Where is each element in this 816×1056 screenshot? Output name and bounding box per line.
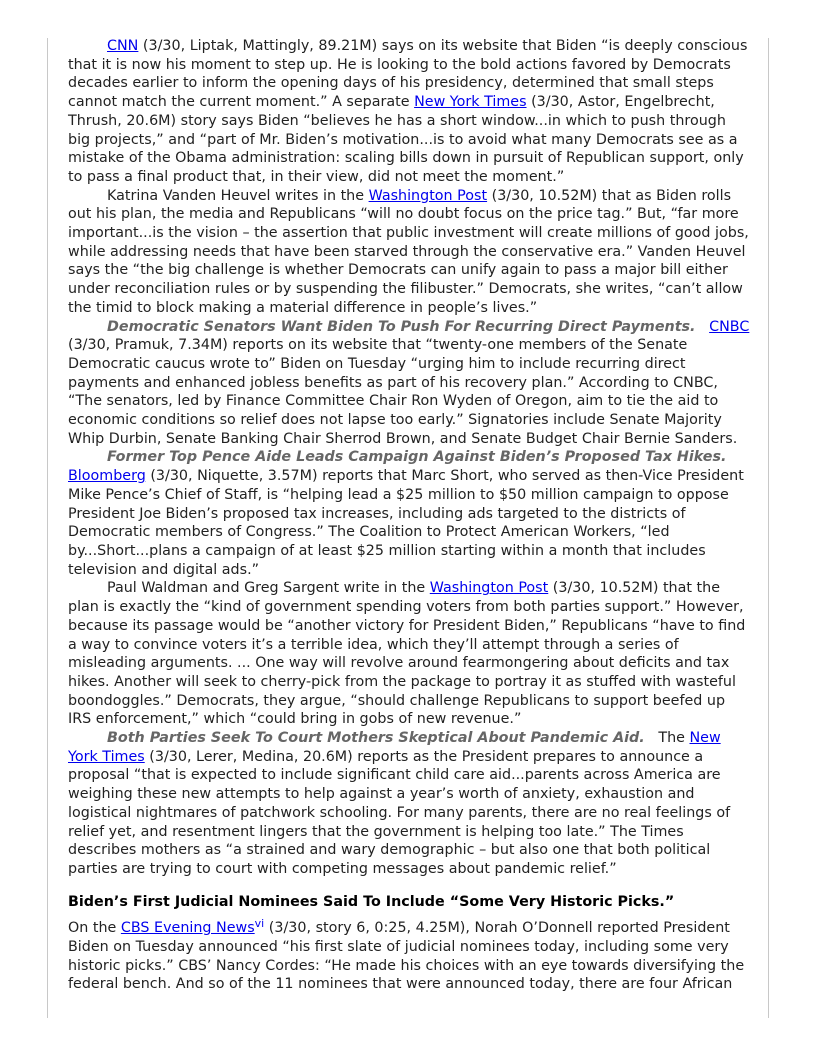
nyt-link[interactable]: New York Times	[68, 730, 721, 765]
paragraph-vanden-heuvel: Katrina Vanden Heuvel writes in the Washington Post (3/30, 10.52M) that as Biden rolls out his plan, the media and Republicans “will no doubt focus on the price tag.” But, “far more important...is the vision – the assertion that public investment will create millions of good jobs, while addressing needs that have been starved through the conservative era.” Vanden Heuvel says the “the big challenge is whether Democrats can unify again to pass a major bill either under reconciliation rules or by suspending the filibuster.” Democrats, she writes, “can’t allow the timid to block making a material difference in people’s lives.”	[68, 187, 749, 316]
paragraph-pence-aide: Former Top Pence Aide Leads Campaign Against Biden’s Proposed Tax Hikes. Bloomberg (3/30, Niquette, 3.57M) reports that Marc Short, who served as then-Vice President Mike Pence’s Chief of Staff, is “helping lead a $25 million to $50 million campaign to oppose President Joe Biden’s proposed tax increases, including ads targeted to the districts of Democratic members of Congress.” The Coalition to Protect American Workers, “led by...Short...plans a campaign of at least $25 million starting within a month that includes television and digital ads.”	[68, 449, 744, 578]
left-margin-rule	[47, 38, 48, 1018]
section-heading: Biden’s First Judicial Nominees Said To Include “Some Very Historic Picks.”	[68, 893, 675, 910]
footnote-marker[interactable]: vi	[254, 917, 265, 931]
story-headline: Democratic Senators Want Biden To Push For Recurring Direct Payments.	[107, 318, 696, 335]
bloomberg-link[interactable]: Bloomberg	[68, 468, 146, 485]
paragraph-judicial-nominees: On the CBS Evening News$^{vi}$ (3/30, story 6, 0:25, 4.25M), Norah O’Donnell reported President Biden on Tuesday announced “his first slate of judicial nominees today, including some very historic picks.” CBS’ Nancy Cordes: “He made his choices with an eye towards diversifying the federal bench. And so of the 11 nominees that were announced today, there are four African	[68, 917, 745, 993]
washington-post-link[interactable]: Washington Post	[429, 580, 549, 597]
cbs-evening-news-link[interactable]: CBS Evening News	[120, 920, 255, 937]
nyt-link[interactable]: New York Times	[414, 94, 527, 111]
paragraph-direct-payments: Democratic Senators Want Biden To Push For Recurring Direct Payments. CNBC (3/30, Pramuk, 7.34M) reports on its website that “twenty-one members of the Senate Democratic caucus wrote to” Biden on Tuesday “urging him to include recurring direct payments and enhanced jobless benefits as part of his recovery plan.” According to CNBC, “The senators, led by Finance Committee Chair Ron Wyden of Oregon, aim to tie the aid to economic conditions so relief does not lapse too early.” Signatories include Senate Majority Whip Durbin, Senate Banking Chair Sherrod Brown, and Senate Budget Chair Bernie Sanders.	[68, 318, 750, 447]
paragraph-cnn: CNN (3/30, Liptak, Mattingly, 89.21M) says on its website that Biden “is deeply conscious that it is now his moment to step up. He is looking to the bold actions favored by Democrats decades earlier to inform the opening days of his presidency, determined that small steps cannot match the current moment.” A separate New York Times (3/30, Astor, Engelbrecht, Thrush, 20.6M) story says Biden “believes he has a short window...in which to push through big projects,” and “part of Mr. Biden’s motivation...is to avoid what many Democrats see as a mistake of the Obama administration: scaling bills down in pursuit of Republican support, only to pass a final product that, in their view, did not meet the moment.”	[68, 38, 748, 185]
washington-post-link[interactable]: Washington Post	[368, 187, 488, 204]
paragraph-mothers: Both Parties Seek To Court Mothers Skeptical About Pandemic Aid. The New York Times (3/30, Lerer, Medina, 20.6M) reports as the President prepares to announce a proposal “that is expected to include significant child care aid...parents across America are weighing these new attempts to help against a year’s worth of anxiety, exhaustion and logistical nightmares of patchwork schooling. For many parents, there are no real feelings of relief yet, and resentment lingers that the government is helping too late.” The Times describes mothers as “a strained and wary demographic – but also one that both political parties are trying to court with competing messages about pandemic relief.”	[68, 730, 731, 877]
cnbc-link[interactable]: CNBC	[709, 318, 750, 335]
story-headline: Both Parties Seek To Court Mothers Skeptical About Pandemic Aid.	[107, 730, 645, 747]
cnn-link[interactable]: CNN	[107, 38, 139, 54]
right-margin-rule	[768, 38, 769, 1018]
story-headline: Former Top Pence Aide Leads Campaign Against Biden’s Proposed Tax Hikes.	[107, 449, 727, 466]
article-body	[68, 37, 750, 994]
paragraph-waldman-sargent: Paul Waldman and Greg Sargent write in the Washington Post (3/30, 10.52M) that the plan is exactly the “kind of government spending voters from both parties support.” However, because its passage would be “another victory for President Biden,” Republicans “have to find a way to convince voters it’s a terrible idea, which they’ll attempt through a series of misleading arguments. ... One way will revolve around fearmongering about deficits and tax hikes. Another will seek to cherry-pick from the package to portray it as stuffed with wasteful boondoggles.” Democrats, they argue, “should challenge Republicans to support beefed up IRS enforcement,” which “could bring in gobs of new revenue.”	[68, 580, 746, 728]
